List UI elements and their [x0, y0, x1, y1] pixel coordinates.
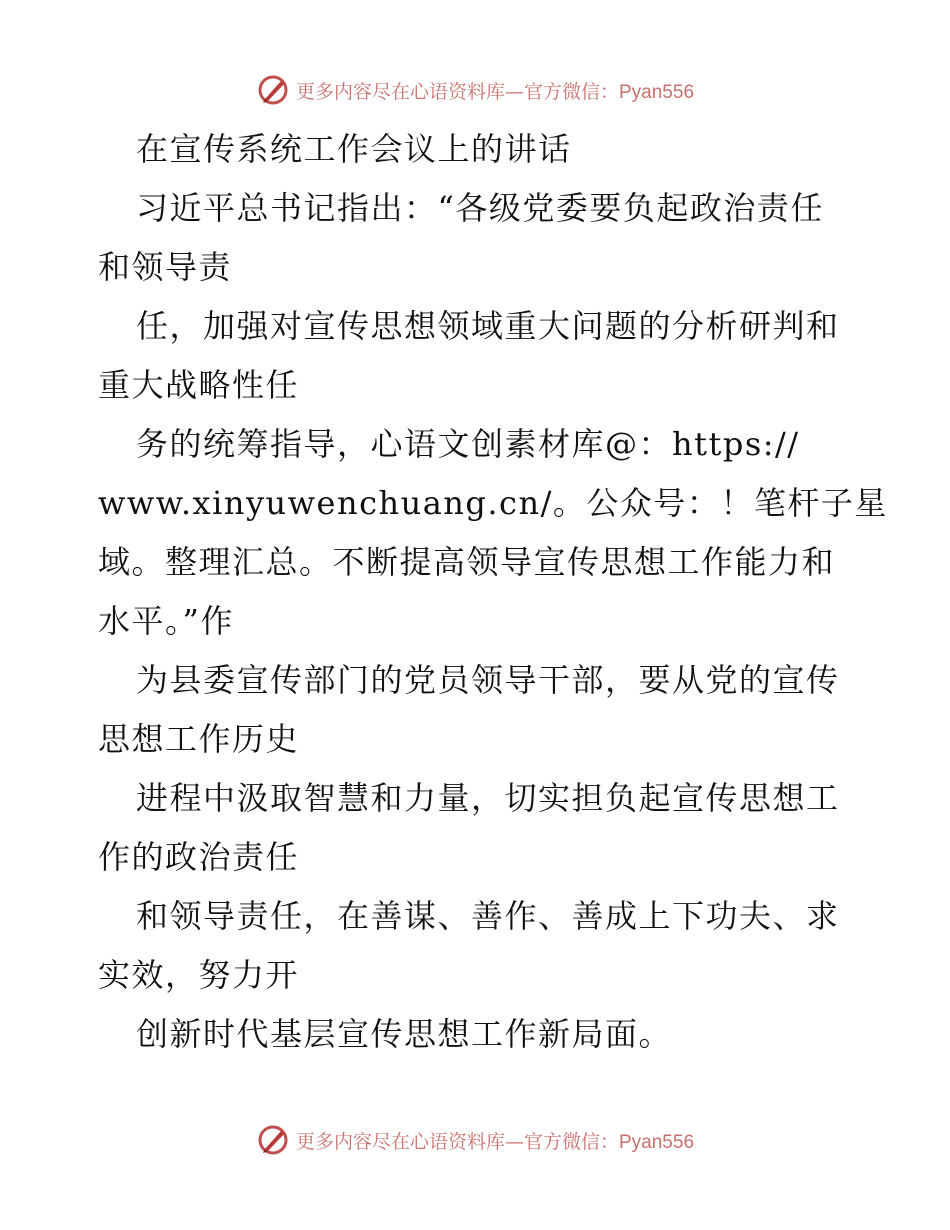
paragraph-line: 任，加强对宣传思想领域重大问题的分析研判和	[136, 307, 840, 345]
paragraph-line: 进程中汲取智慧和力量，切实担负起宣传思想工	[136, 779, 840, 817]
paragraph-line: 和领导责任，在善谋、善作、善成上下功夫、求	[136, 897, 840, 935]
pen-logo-icon	[256, 73, 290, 107]
header-banner-content	[256, 73, 694, 107]
pen-logo-icon	[256, 1123, 290, 1157]
paragraph-line: 为县委宣传部门的党员领导干部，要从党的宣传	[136, 661, 840, 699]
paragraph-line: 创新时代基层宣传思想工作新局面。	[136, 1015, 673, 1053]
paragraph-line: www.xinyuwenchuang.cn/。公众号：！笔杆子星	[98, 484, 888, 522]
paragraph-line: 域。整理汇总。不断提高领导宣传思想工作能力和	[98, 543, 836, 581]
header-banner-text: 更多内容尽在心语资料库—官方微信：Pyan556	[295, 80, 695, 103]
paragraph-line: 习近平总书记指出：“各级党委要负起政治责任	[136, 189, 824, 227]
footer-banner-content	[256, 1123, 694, 1157]
document-title: 在宣传系统工作会议上的讲话	[136, 130, 572, 168]
paragraph-line: 和领导责	[98, 248, 233, 286]
paragraph-line: 务的统筹指导，心语文创素材库@：https://	[136, 425, 800, 463]
footer-banner-text: 更多内容尽在心语资料库—官方微信：Pyan556	[295, 1130, 695, 1153]
paragraph-line: 作的政治责任	[98, 838, 300, 876]
paragraph-line: 水平。”作	[98, 602, 234, 640]
paragraph-line: 重大战略性任	[98, 366, 300, 404]
paragraph-line: 思想工作历史	[98, 720, 300, 758]
document-body	[98, 120, 888, 1064]
header-banner	[0, 70, 950, 110]
paragraph-line: 实效，努力开	[98, 956, 300, 994]
footer-banner	[0, 1120, 950, 1160]
